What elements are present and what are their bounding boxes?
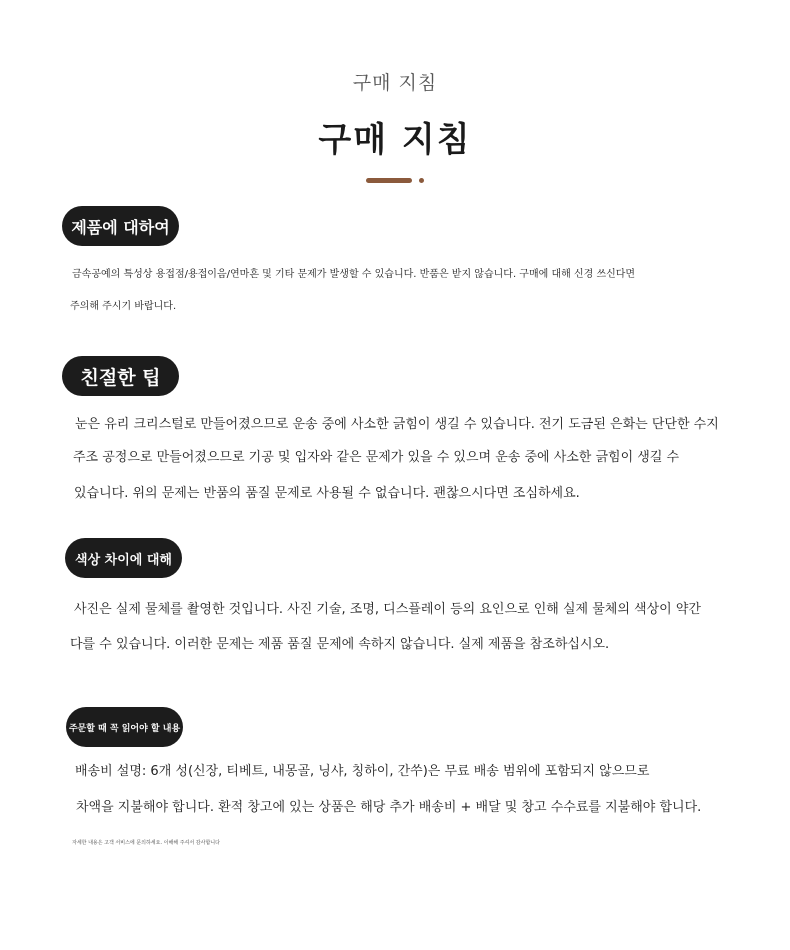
title-divider-dot <box>419 178 424 183</box>
order-notice-line-1: 배송비 설명: 6개 성(신장, 티베트, 내몽골, 닝샤, 칭하이, 간쑤)은 무료 배송 범위에 포함되지 않으므로 <box>75 764 650 779</box>
friendly-tips-line-2: 주조 공정으로 만들어졌으므로 기공 및 입자와 같은 문제가 있을 수 있으며 운송 중에 사소한 긁힘이 생길 수 <box>73 450 680 465</box>
friendly-tips-line-1: 눈은 유리 크리스털로 만들어졌으므로 운송 중에 사소한 긁힘이 생길 수 있습니다. 전기 도금된 은화는 단단한 수지 <box>75 417 719 432</box>
section-badge-friendly-tips: 친절한 팁 <box>62 356 179 396</box>
section-badge-order-notice: 주문할 때 꼭 읽어야 할 내용 <box>66 707 183 747</box>
section-badge-color-difference: 색상 차이에 대해 <box>65 538 182 578</box>
page-title: 구매 지침 <box>318 120 472 160</box>
color-difference-line-2: 다를 수 있습니다. 이러한 문제는 제품 품질 문제에 속하지 않습니다. 실제 제품을 참조하십시오. <box>70 637 610 652</box>
about-product-line-2: 주의해 주시기 바랍니다. <box>70 301 177 312</box>
title-divider <box>366 178 412 183</box>
page-subtitle: 구매 지침 <box>352 72 438 94</box>
color-difference-line-1: 사진은 실제 물체를 촬영한 것입니다. 사진 기술, 조명, 디스플레이 등의 요인으로 인해 실제 물체의 색상이 약간 <box>74 602 701 617</box>
about-product-line-1: 금속공예의 특성상 용접점/용접이음/연마흔 및 기타 문제가 발생할 수 있습니다. 반품은 받지 않습니다. 구매에 대해 신경 쓰신다면 <box>72 269 636 280</box>
order-notice-line-2: 차액을 지불해야 합니다. 환적 창고에 있는 상품은 해당 추가 배송비 + 배달 및 창고 수수료를 지불해야 합니다. <box>76 800 702 815</box>
section-badge-about-product: 제품에 대하여 <box>62 206 179 246</box>
friendly-tips-line-3: 있습니다. 위의 문제는 반품의 품질 문제로 사용될 수 없습니다. 괜찮으시다면 조심하세요. <box>74 486 580 501</box>
order-notice-footnote: 자세한 내용은 고객 서비스에 문의하세요. 이해해 주셔서 감사합니다 <box>72 840 220 846</box>
